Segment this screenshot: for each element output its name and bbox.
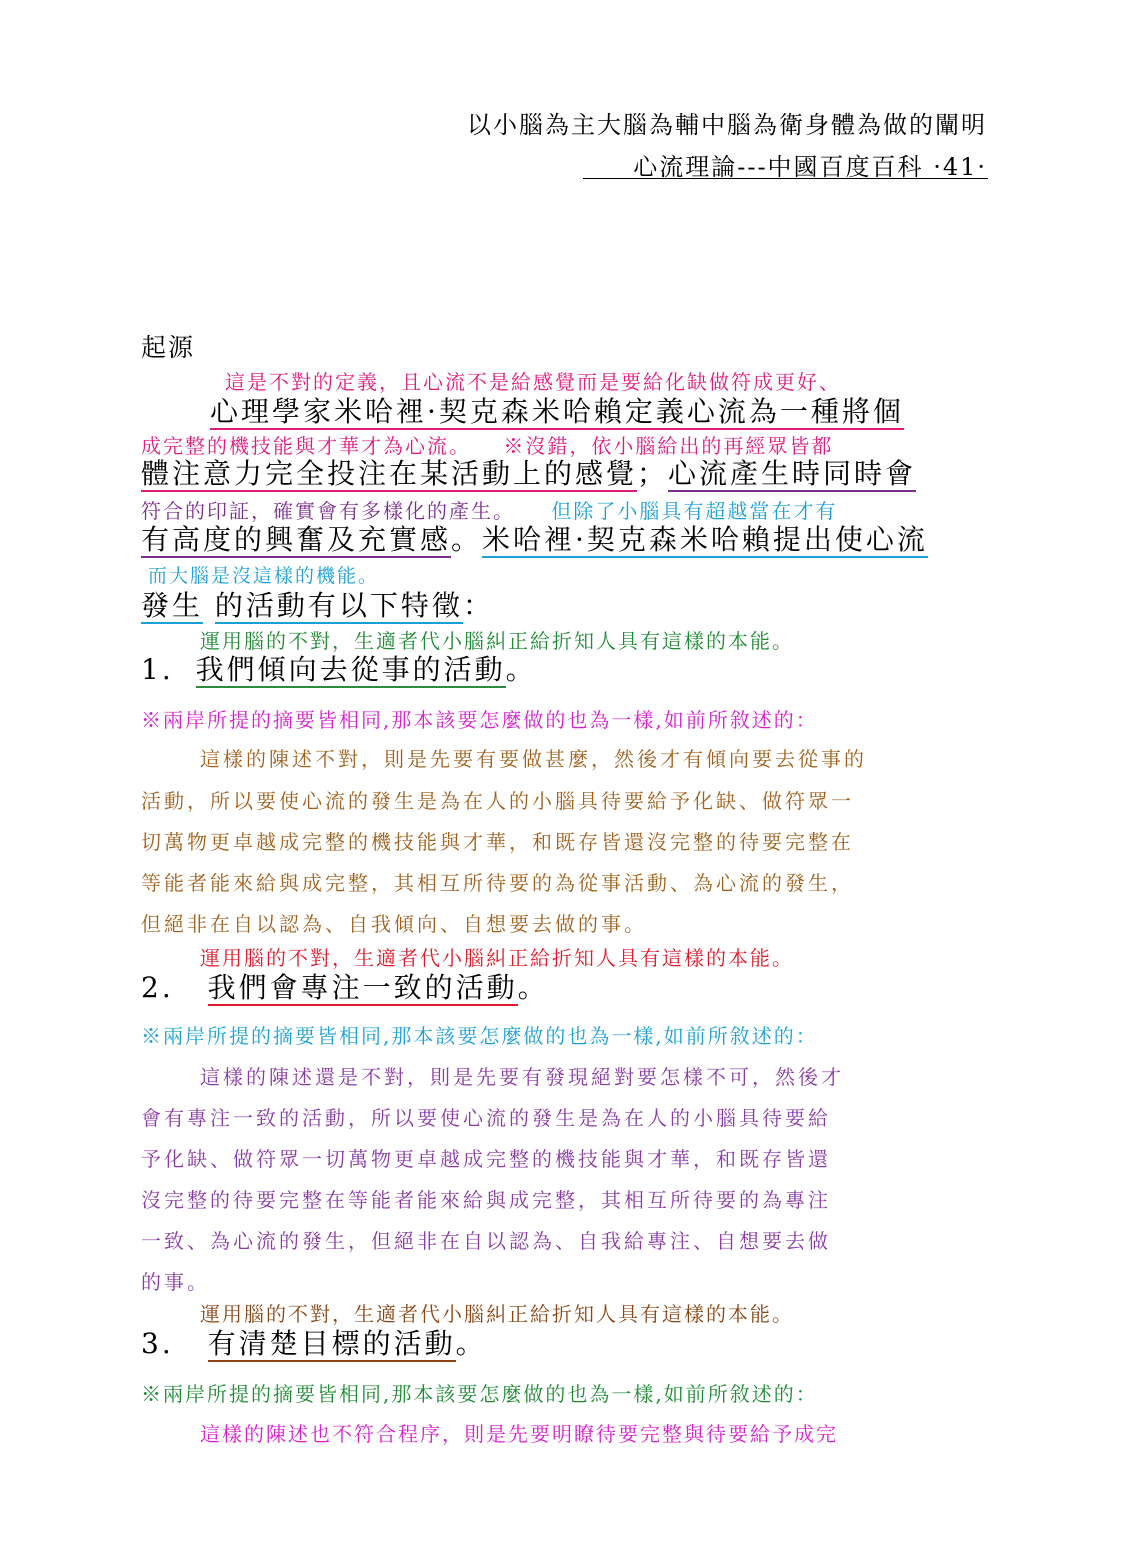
main-line-3c: 米哈裡·契克森米哈賴提出使心流 bbox=[482, 523, 928, 556]
main-line-4 bbox=[141, 584, 494, 624]
item1-number: 1. bbox=[141, 653, 174, 686]
main-line-2 bbox=[141, 452, 916, 492]
item1-para-4: 等能者能來給與成完整，其相互所待要的為從事活動、為心流的發生， bbox=[141, 871, 854, 895]
item2-annotation: 運用腦的不對，生適者代小腦糾正給折知人具有這樣的本能。 bbox=[200, 946, 794, 970]
main-line-2a: 體注意力完全投注在某活動上的感覺 bbox=[141, 457, 638, 490]
item3-note: ※兩岸所提的摘要皆相同,那本該要怎麼做的也為一樣,如前所敘述的： bbox=[141, 1382, 818, 1406]
item2-number: 2. bbox=[141, 971, 174, 1004]
item2-para-2: 會有專注一致的活動，所以要使心流的發生是為在人的小腦具待要給 bbox=[141, 1106, 831, 1130]
main-line-2b: ； bbox=[637, 457, 669, 490]
item3-para-1: 這樣的陳述也不符合程序，則是先要明瞭待要完整與待要給予成完 bbox=[200, 1422, 838, 1446]
annotation-4: 而大腦是沒這樣的機能。 bbox=[148, 565, 380, 587]
item2-para-1: 這樣的陳述還是不對，則是先要有發現絕對要怎樣不可，然後才 bbox=[200, 1065, 844, 1089]
main-line-3 bbox=[141, 518, 928, 558]
item3-text: 有清楚目標的活動 bbox=[207, 1327, 456, 1360]
main-line-4b: 的活動有以下特徵 bbox=[214, 589, 463, 622]
main-line-2c: 心流產生時同時會 bbox=[668, 457, 917, 490]
item2-end: 。 bbox=[517, 971, 549, 1004]
item2-heading bbox=[141, 966, 549, 1006]
item3-number: 3. bbox=[141, 1327, 174, 1360]
item1-para-3: 切萬物更卓越成完整的機技能與才華，和既存皆還沒完整的待要完整在 bbox=[141, 830, 854, 854]
item3-end: 。 bbox=[455, 1327, 487, 1360]
header-rule bbox=[583, 178, 988, 179]
item1-para-5: 但絕非在自以認為、自我傾向、自想要去做的事。 bbox=[141, 912, 647, 936]
main-line-4a: 發生 bbox=[141, 589, 204, 622]
annotation-2b: ※沒錯，依小腦給出的再經眾皆都 bbox=[503, 434, 834, 458]
annotation-3a: 符合的印証，確實會有多樣化的產生。 bbox=[141, 499, 515, 523]
item1-note: ※兩岸所提的摘要皆相同,那本該要怎麼做的也為一樣,如前所敘述的： bbox=[141, 708, 818, 732]
item2-para-5: 一致、為心流的發生，但絕非在自以認為、自我給專注、自想要去做 bbox=[141, 1229, 831, 1253]
header-title: 以小腦為主大腦為輔中腦為衛身體為做的闡明 bbox=[467, 111, 987, 139]
annotation-3b: 但除了小腦具有超越當在才有 bbox=[551, 499, 838, 523]
item1-text: 我們傾向去從事的活動 bbox=[195, 653, 506, 686]
item2-text: 我們會專注一致的活動 bbox=[207, 971, 518, 1004]
main-line-1 bbox=[210, 390, 904, 430]
item2-para-4: 沒完整的待要完整在等能者能來給與成完整，其相互所待要的為專注 bbox=[141, 1188, 831, 1212]
main-line-1-text: 心理學家米哈裡·契克森米哈賴定義心流為一種將個 bbox=[210, 395, 904, 428]
item2-note: ※兩岸所提的摘要皆相同,那本該要怎麼做的也為一樣,如前所敘述的： bbox=[141, 1024, 818, 1048]
item1-end: 。 bbox=[505, 653, 537, 686]
item1-para-1: 這樣的陳述不對，則是先要有要做甚麼，然後才有傾向要去從事的 bbox=[200, 747, 867, 771]
item2-para-3: 予化缺、做符眾一切萬物更卓越成完整的機技能與才華，和既存皆還 bbox=[141, 1147, 831, 1171]
main-line-4c: ： bbox=[462, 589, 494, 622]
section-title: 起源 bbox=[141, 333, 196, 362]
item1-para-2: 活動，所以要使心流的發生是為在人的小腦具待要給予化缺、做符眾一 bbox=[141, 789, 854, 813]
annotation-2a: 成完整的機技能與才華才為心流。 bbox=[141, 434, 471, 458]
item2-para-6: 的事。 bbox=[141, 1270, 210, 1294]
item3-annotation: 運用腦的不對，生適者代小腦糾正給折知人具有這樣的本能。 bbox=[200, 1302, 794, 1326]
header-subtitle: 心流理論---中國百度百科 ·41· bbox=[633, 153, 987, 181]
main-line-3a: 有高度的興奮及充實感 bbox=[141, 523, 452, 556]
item1-annotation: 運用腦的不對，生適者代小腦糾正給折知人具有這樣的本能。 bbox=[200, 629, 794, 653]
main-line-3b: 。 bbox=[451, 523, 483, 556]
annotation-1: 這是不對的定義，且心流不是給感覺而是要給化缺做符成更好、 bbox=[225, 370, 841, 394]
item1-heading bbox=[141, 648, 537, 688]
item3-heading bbox=[141, 1322, 487, 1362]
